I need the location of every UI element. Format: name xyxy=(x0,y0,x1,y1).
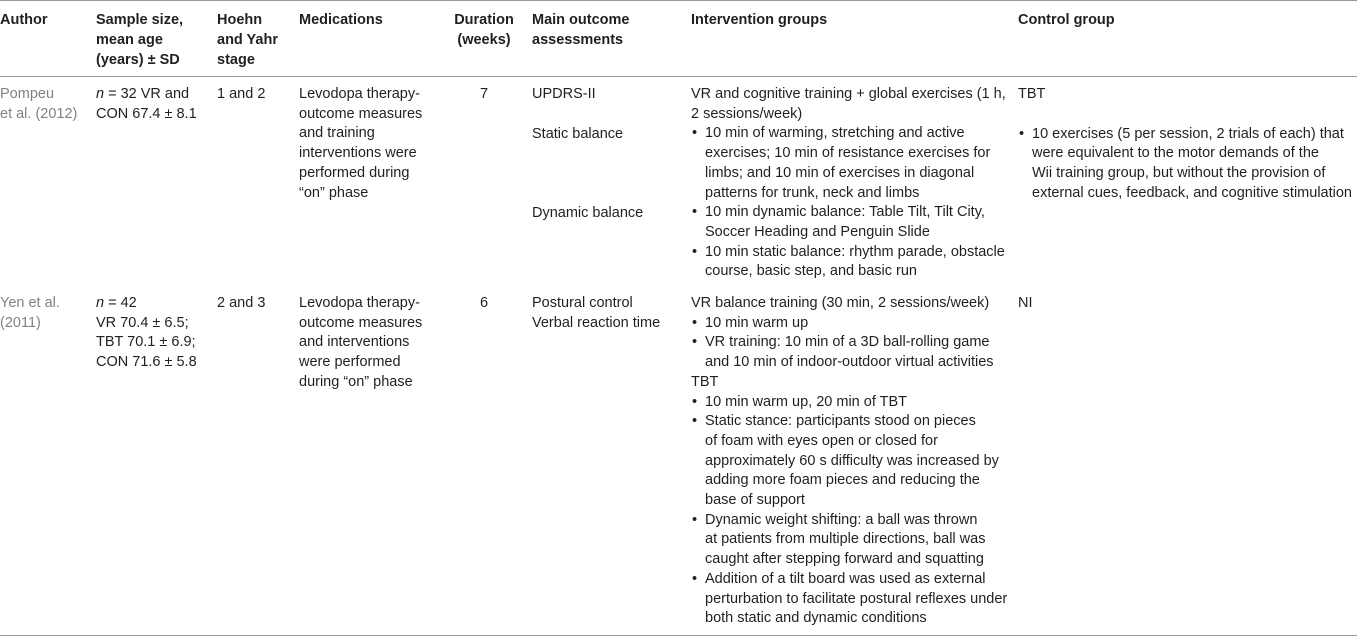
row2-medications xyxy=(299,294,439,393)
row2-hy: 2 and 3 xyxy=(217,295,266,311)
list-item xyxy=(691,412,1011,511)
cell-line: TBT 70.1 ± 6.9; xyxy=(96,334,196,351)
row2-duration: 6 xyxy=(479,295,489,311)
header-line: Hoehn xyxy=(217,12,263,28)
cell-line: interventions were xyxy=(299,145,417,162)
cell-line: Levodopa therapy- xyxy=(299,295,420,311)
cell-line: VR and cognitive training + global exercises (1 h, xyxy=(691,86,1006,102)
cell-line: • 10 min static balance: rhythm parade, obstacle xyxy=(705,243,1005,260)
list-item xyxy=(691,511,1011,570)
row1-outcome-updrs: UPDRS-II xyxy=(532,86,596,102)
cell-line: external cues, feedback, and cognitive stimulation xyxy=(1032,184,1352,201)
cell-line: were equivalent to the motor demands of the xyxy=(1032,145,1319,162)
cell-line: base of support xyxy=(705,492,805,509)
row1-sample xyxy=(96,85,216,124)
intervention-list xyxy=(691,124,1011,282)
cell-line: were performed xyxy=(299,354,401,371)
cell-line: outcome measures xyxy=(299,105,423,122)
cell-line: approximately 60 s difficulty was increased by xyxy=(705,452,999,469)
cell-line: • 10 min warm up, 20 min of TBT xyxy=(705,393,908,410)
cell-line: • Static stance: participants stood on pieces xyxy=(705,413,976,430)
cell-line: • 10 min warm up xyxy=(705,314,809,331)
cell-line: n = 42 xyxy=(96,295,137,311)
cell-line: Verbal reaction time xyxy=(532,314,661,331)
header-sample-size xyxy=(96,10,211,70)
row1-intervention xyxy=(691,85,1011,282)
cell-line: of foam with eyes open or closed for xyxy=(705,432,938,449)
row2-sample xyxy=(96,294,216,373)
cell-line: TBT xyxy=(1018,86,1046,102)
cell-line: CON 71.6 ± 5.8 xyxy=(96,354,197,371)
row1-author xyxy=(0,85,90,124)
cell-line: • Dynamic weight shifting: a ball was thrown xyxy=(705,511,978,528)
tbt-list xyxy=(691,393,1011,629)
header-line: assessments xyxy=(532,32,624,48)
cell-line: and training xyxy=(299,125,375,142)
header-duration xyxy=(451,10,517,50)
header-line: (years) ± SD xyxy=(96,52,180,68)
header-line: Main outcome xyxy=(532,12,630,28)
control-list xyxy=(1018,125,1357,204)
row1-outcome-static: Static balance xyxy=(532,126,624,142)
list-item xyxy=(1018,125,1357,204)
header-medications: Medications xyxy=(299,12,383,28)
cell-line: and interventions xyxy=(299,334,410,351)
cell-line: adding more foam pieces and reducing the xyxy=(705,472,980,489)
cell-line: Yen et al. xyxy=(0,295,60,311)
cell-line: course, basic step, and basic run xyxy=(705,263,917,280)
cell-line: Pompeu xyxy=(0,86,55,102)
cell-line: at patients from multiple directions, ball was xyxy=(705,531,986,548)
cell-line: • Addition of a tilt board was used as external xyxy=(705,570,986,587)
cell-line: during “on” phase xyxy=(299,373,413,390)
cell-line: et al. (2012) xyxy=(0,105,78,122)
header-line: Sample size, xyxy=(96,12,184,28)
row1-medications xyxy=(299,85,439,203)
cell-line: “on” phase xyxy=(299,184,369,201)
row2-outcomes xyxy=(532,294,682,333)
row2-control: NI xyxy=(1018,295,1033,311)
header-control: Control group xyxy=(1018,12,1115,28)
row2-author xyxy=(0,294,90,333)
list-item xyxy=(691,333,1011,372)
vr-list xyxy=(691,314,1011,373)
list-item xyxy=(691,314,1011,334)
row1-control xyxy=(1018,85,1357,204)
cell-line: 2 sessions/week) xyxy=(691,105,803,122)
tbt-label: TBT xyxy=(691,373,719,390)
header-hoehn-yahr xyxy=(217,10,292,70)
header-line: mean age xyxy=(96,32,163,48)
cell-line: perturbation to facilitate postural reflexes under xyxy=(705,590,1008,607)
list-item xyxy=(691,243,1011,282)
header-line: and Yahr xyxy=(217,32,278,48)
cell-line: VR balance training (30 min, 2 sessions/week) xyxy=(691,295,990,311)
cell-line: n = 32 VR and xyxy=(96,86,190,102)
cell-line: outcome measures xyxy=(299,314,423,331)
cell-line: (2011) xyxy=(0,314,41,331)
cell-line: Levodopa therapy- xyxy=(299,86,420,102)
list-item xyxy=(691,124,1011,203)
cell-line: performed during xyxy=(299,164,410,181)
header-author: Author xyxy=(0,12,48,28)
header-intervention: Intervention groups xyxy=(691,12,828,28)
row1-hy: 1 and 2 xyxy=(217,86,266,102)
header-line: stage xyxy=(217,52,255,68)
header-outcome xyxy=(532,10,682,50)
list-item xyxy=(691,393,1011,413)
header-line: Duration xyxy=(454,12,514,28)
list-item xyxy=(691,203,1011,242)
cell-line: both static and dynamic conditions xyxy=(705,610,927,627)
cell-line: caught after stepping forward and squatting xyxy=(705,551,984,568)
cell-line: • 10 min dynamic balance: Table Tilt, Tilt City, xyxy=(705,204,985,221)
header-line: (weeks) xyxy=(457,32,511,48)
cell-line: VR 70.4 ± 6.5; xyxy=(96,314,189,331)
cell-line: limbs; and 10 min of exercises in diagonal xyxy=(705,164,975,181)
row2-intervention xyxy=(691,294,1011,629)
cell-line: Wii training group, but without the provision of xyxy=(1032,165,1326,182)
row1-duration: 7 xyxy=(479,86,489,102)
cell-line: exercises; 10 min of resistance exercises for xyxy=(705,145,991,162)
list-item xyxy=(691,570,1011,629)
cell-line: • 10 min of warming, stretching and active xyxy=(705,125,965,142)
cell-line: and 10 min of indoor-outdoor virtual activities xyxy=(705,354,994,371)
row1-outcome-dynamic: Dynamic balance xyxy=(532,205,644,221)
cell-line: CON 67.4 ± 8.1 xyxy=(96,105,197,122)
cell-line: Postural control xyxy=(532,295,633,311)
cell-line: • 10 exercises (5 per session, 2 trials of each) that xyxy=(1032,125,1344,142)
cell-line: patterns for trunk, neck and limbs xyxy=(705,184,920,201)
cell-line: • VR training: 10 min of a 3D ball-rolling game xyxy=(705,334,990,351)
cell-line: Soccer Heading and Penguin Slide xyxy=(705,223,930,240)
table-bottom-rule xyxy=(0,635,1357,636)
header-divider xyxy=(0,76,1357,77)
